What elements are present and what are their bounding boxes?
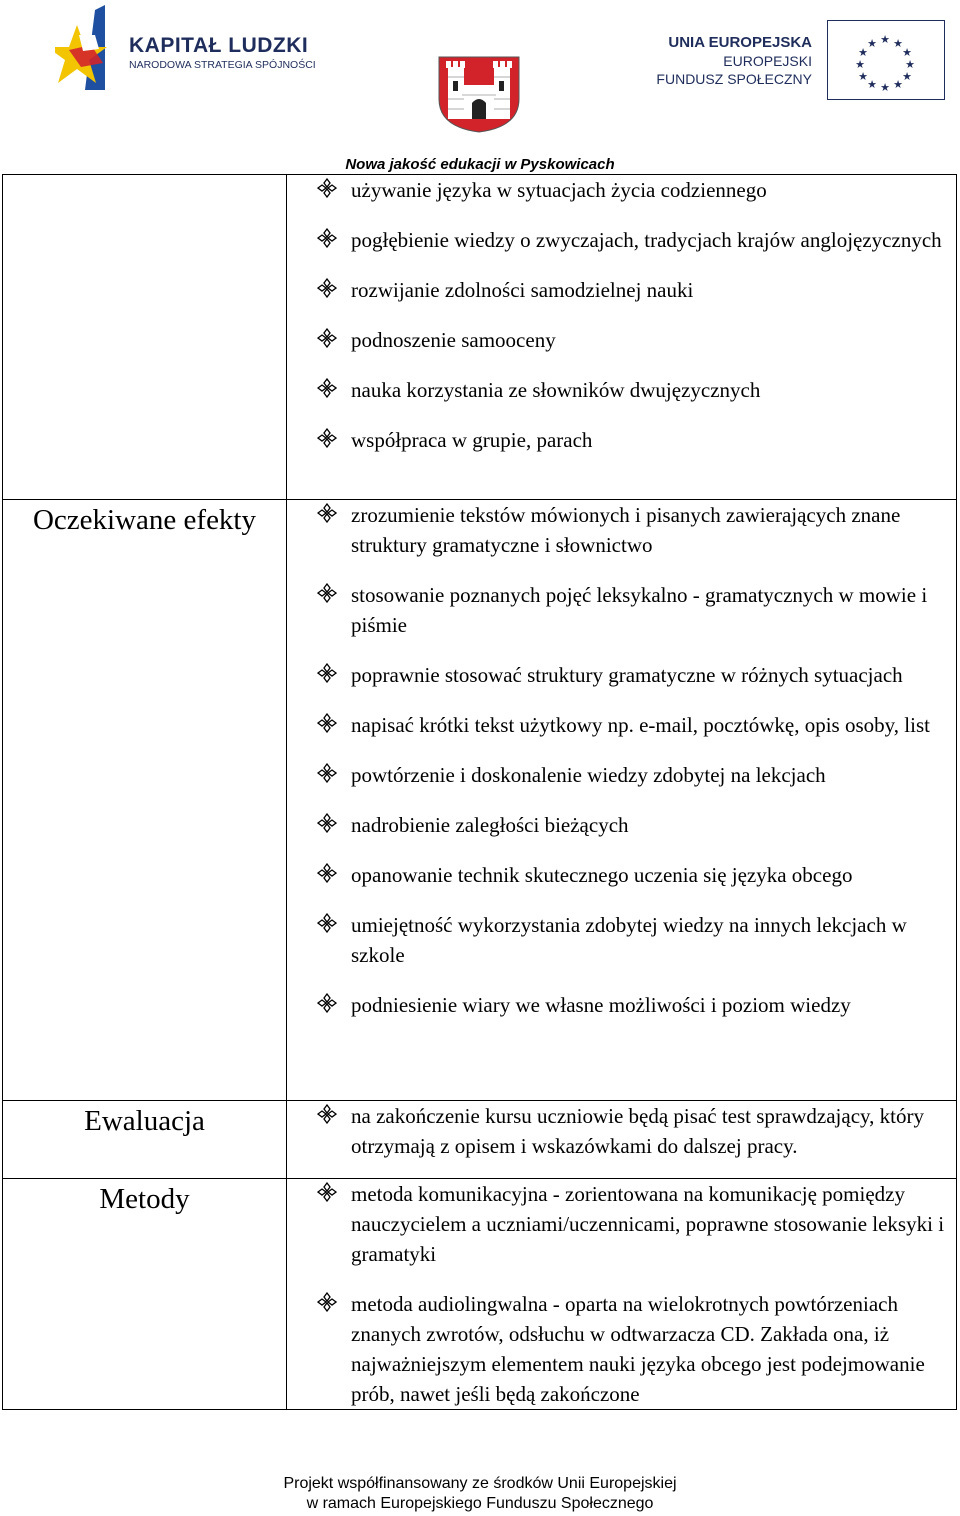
bullet-diamond-icon xyxy=(317,1292,337,1312)
list-item xyxy=(317,910,948,970)
list-item-text: używanie języka w sytuacjach życia codziennego xyxy=(351,178,767,202)
list-item xyxy=(317,1101,948,1161)
list-item-text: podniesienie wiary we własne możliwości i poziom wiedzy xyxy=(351,993,851,1017)
list-item xyxy=(317,760,948,790)
list-item-text: pogłębienie wiedzy o zwyczajach, tradycjach krajów anglojęzycznych xyxy=(351,228,942,252)
list-item-text: współpraca w grupie, parach xyxy=(351,428,593,452)
kapital-ludzki-subtitle: NARODOWA STRATEGIA SPÓJNOŚCI xyxy=(129,59,316,71)
list-item-text: podnoszenie samooceny xyxy=(351,328,556,352)
svg-text:★: ★ xyxy=(893,78,903,91)
bullet-diamond-icon xyxy=(317,993,337,1013)
row-label xyxy=(3,175,286,179)
list-item xyxy=(317,660,948,690)
bullet-diamond-icon xyxy=(317,1182,337,1202)
list-item xyxy=(317,275,948,305)
table-row xyxy=(3,1101,957,1179)
footer-line-2: w ramach Europejskiego Funduszu Społecznego xyxy=(306,1495,654,1512)
svg-text:★: ★ xyxy=(867,78,877,91)
eu-flag-icon xyxy=(827,20,945,100)
list-item-text: umiejętność wykorzystania zdobytej wiedzy na innych lekcjach w szkole xyxy=(351,913,907,967)
row-label-cell xyxy=(3,1101,287,1179)
eu-line-3: FUNDUSZ SPOŁECZNY xyxy=(656,71,812,87)
pyskowice-coat-of-arms xyxy=(436,55,522,133)
list-item-text: poprawnie stosować struktury gramatyczne w różnych sytuacjach xyxy=(351,663,903,687)
list-item xyxy=(317,375,948,405)
row-content-cell xyxy=(287,175,957,500)
bullet-diamond-icon xyxy=(317,228,337,248)
list-item-text: rozwijanie zdolności samodzielnej nauki xyxy=(351,278,694,302)
svg-text:★: ★ xyxy=(902,46,912,59)
list-item-text: metoda audiolingwalna - oparta na wielokrotnych powtórzeniach znanych zwrotów, odsłuchu w odtwarzacza CD. Zakłada ona, iż najważniejszym elementem nauki języka obcego jest podejmowanie prób, nawet jeśli będą zakończone xyxy=(351,1292,925,1406)
svg-text:★: ★ xyxy=(902,70,912,83)
list-item xyxy=(317,860,948,890)
table-row xyxy=(3,175,957,500)
list-item-text: zrozumienie tekstów mówionych i pisanych zawierających znane struktury gramatyczne i słownictwo xyxy=(351,503,901,557)
bullet-diamond-icon xyxy=(317,178,337,198)
bullet-diamond-icon xyxy=(317,663,337,683)
row-content-cell xyxy=(287,1179,957,1410)
eu-line-2: EUROPEJSKI xyxy=(723,53,812,69)
bullet-diamond-icon xyxy=(317,583,337,603)
svg-text:★: ★ xyxy=(880,81,890,94)
list-item xyxy=(317,425,948,455)
row-content-cell xyxy=(287,1101,957,1179)
bullet-list xyxy=(317,1179,948,1409)
row-label: Oczekiwane efekty xyxy=(32,504,256,536)
kapital-ludzki-title: KAPITAŁ LUDZKI xyxy=(129,34,309,57)
table-row xyxy=(3,1179,957,1410)
list-item xyxy=(317,325,948,355)
row-label: Ewaluacja xyxy=(84,1105,205,1137)
bullet-diamond-icon xyxy=(317,378,337,398)
page-footer xyxy=(0,1474,960,1514)
list-item xyxy=(317,1179,948,1269)
bullet-diamond-icon xyxy=(317,863,337,883)
list-item xyxy=(317,225,948,255)
list-item-text: powtórzenie i doskonalenie wiedzy zdobytej na lekcjach xyxy=(351,763,826,787)
list-item xyxy=(317,500,948,560)
svg-text:★: ★ xyxy=(867,37,877,50)
bullet-diamond-icon xyxy=(317,813,337,833)
list-item xyxy=(317,990,948,1020)
bullet-list xyxy=(317,500,948,1020)
eu-line-1: UNIA EUROPEJSKA xyxy=(668,34,812,51)
svg-text:★: ★ xyxy=(880,33,890,46)
list-item-text: metoda komunikacyjna - zorientowana na komunikację pomiędzy nauczycielem a uczniami/uczennicami, poprawne stosowanie leksyki i gramatyki xyxy=(351,1182,945,1266)
bullet-diamond-icon xyxy=(317,713,337,733)
svg-text:★: ★ xyxy=(858,70,868,83)
list-item-text: nadrobienie zaległości bieżących xyxy=(351,813,629,837)
bullet-diamond-icon xyxy=(317,763,337,783)
kapital-ludzki-logo xyxy=(55,5,325,95)
bullet-diamond-icon xyxy=(317,328,337,348)
row-label-cell xyxy=(3,500,287,1101)
project-title: Nowa jakość edukacji w Pyskowicach xyxy=(345,156,615,173)
svg-text:★: ★ xyxy=(855,58,865,71)
list-item-text: nauka korzystania ze słowników dwujęzycznych xyxy=(351,378,761,402)
eu-logo-text xyxy=(656,34,812,88)
list-item xyxy=(317,580,948,640)
bullet-diamond-icon xyxy=(317,503,337,523)
table-row xyxy=(3,500,957,1101)
list-item-text: na zakończenie kursu uczniowie będą pisać test sprawdzający, który otrzymają z opisem i wskazówkami do dalszej pracy. xyxy=(351,1104,924,1158)
bullet-diamond-icon xyxy=(317,913,337,933)
svg-text:★: ★ xyxy=(893,37,903,50)
list-item-text: napisać krótki tekst użytkowy np. e-mail, pocztówkę, opis osoby, list xyxy=(351,713,930,737)
row-label-cell xyxy=(3,175,287,500)
page-header xyxy=(0,0,960,175)
bullet-diamond-icon xyxy=(317,278,337,298)
list-item-text: stosowanie poznanych pojęć leksykalno - gramatycznych w mowie i piśmie xyxy=(351,583,928,637)
list-item xyxy=(317,810,948,840)
footer-line-1: Projekt współfinansowany ze środków Unii Europejskiej xyxy=(283,1475,677,1492)
bullet-diamond-icon xyxy=(317,1104,337,1124)
row-label: Metody xyxy=(99,1183,190,1215)
svg-text:★: ★ xyxy=(905,58,915,71)
list-item xyxy=(317,710,948,740)
bullet-diamond-icon xyxy=(317,428,337,448)
bullet-list xyxy=(317,175,948,455)
bullet-list xyxy=(317,1101,948,1161)
row-content-cell xyxy=(287,500,957,1101)
row-label-cell xyxy=(3,1179,287,1410)
syllabus-table xyxy=(2,174,957,1410)
list-item xyxy=(317,175,948,205)
list-item-text: opanowanie technik skutecznego uczenia się języka obcego xyxy=(351,863,853,887)
kapital-ludzki-star-icon xyxy=(55,5,115,95)
list-item xyxy=(317,1289,948,1409)
svg-text:★: ★ xyxy=(858,46,868,59)
